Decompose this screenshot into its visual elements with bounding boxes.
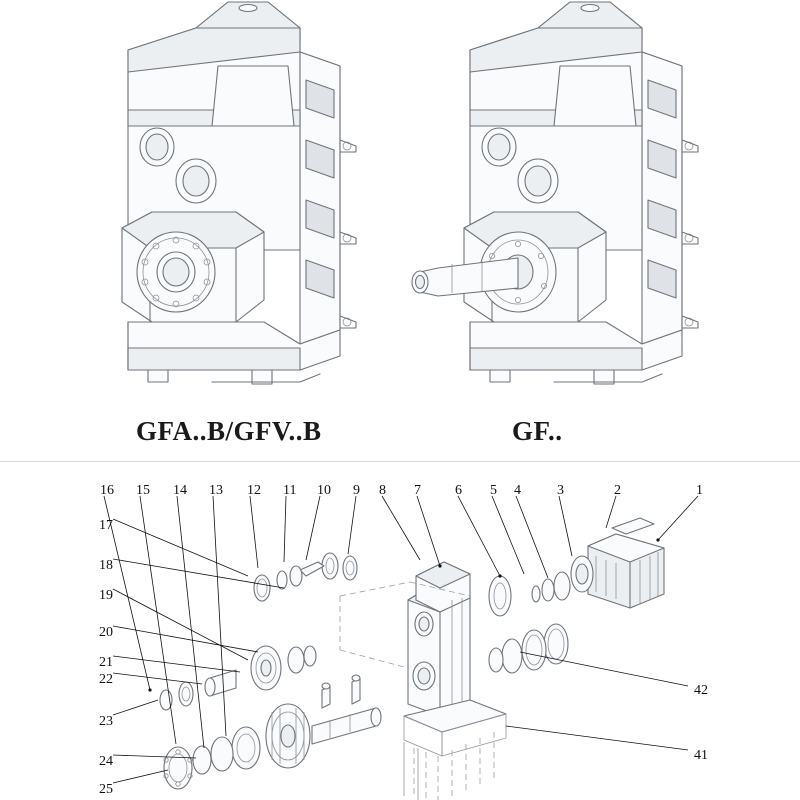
gearbox-figure-left [122, 2, 356, 384]
callout-18: 18 [99, 558, 113, 573]
exploded-bottom-gear [164, 704, 381, 789]
callout-2: 2 [614, 483, 621, 498]
callout-41: 41 [694, 748, 708, 763]
callout-6: 6 [455, 483, 462, 498]
figure-caption-right: GF.. [512, 416, 563, 446]
callout-21: 21 [99, 655, 113, 670]
callout-1: 1 [696, 483, 703, 498]
gearbox-figure-right [412, 2, 698, 384]
callout-13: 13 [209, 483, 223, 498]
exploded-motor-adapter [571, 518, 664, 608]
callout-14: 14 [173, 483, 187, 498]
callout-23: 23 [99, 714, 113, 729]
callout-22: 22 [99, 672, 113, 687]
callout-10: 10 [317, 483, 331, 498]
callout-20: 20 [99, 625, 113, 640]
exploded-assembly-drawing [104, 496, 698, 800]
callout-19: 19 [99, 588, 113, 603]
callout-4: 4 [514, 483, 521, 498]
callout-9: 9 [353, 483, 360, 498]
exploded-mid-shaft [160, 646, 316, 710]
callout-25: 25 [99, 782, 113, 797]
callout-12: 12 [247, 483, 261, 498]
callout-5: 5 [490, 483, 497, 498]
exploded-rings-group [489, 572, 570, 673]
callout-17: 17 [99, 518, 113, 533]
section-divider [0, 461, 800, 462]
callout-24: 24 [99, 754, 113, 769]
callout-42: 42 [694, 683, 708, 698]
callout-11: 11 [283, 483, 297, 498]
callout-8: 8 [379, 483, 386, 498]
figure-caption-left: GFA..B/GFV..B [136, 416, 322, 446]
exploded-upper-shaft-row [254, 553, 357, 601]
callout-15: 15 [136, 483, 150, 498]
callout-7: 7 [414, 483, 421, 498]
exploded-housing [340, 562, 506, 800]
callout-3: 3 [557, 483, 564, 498]
callout-16: 16 [100, 483, 114, 498]
